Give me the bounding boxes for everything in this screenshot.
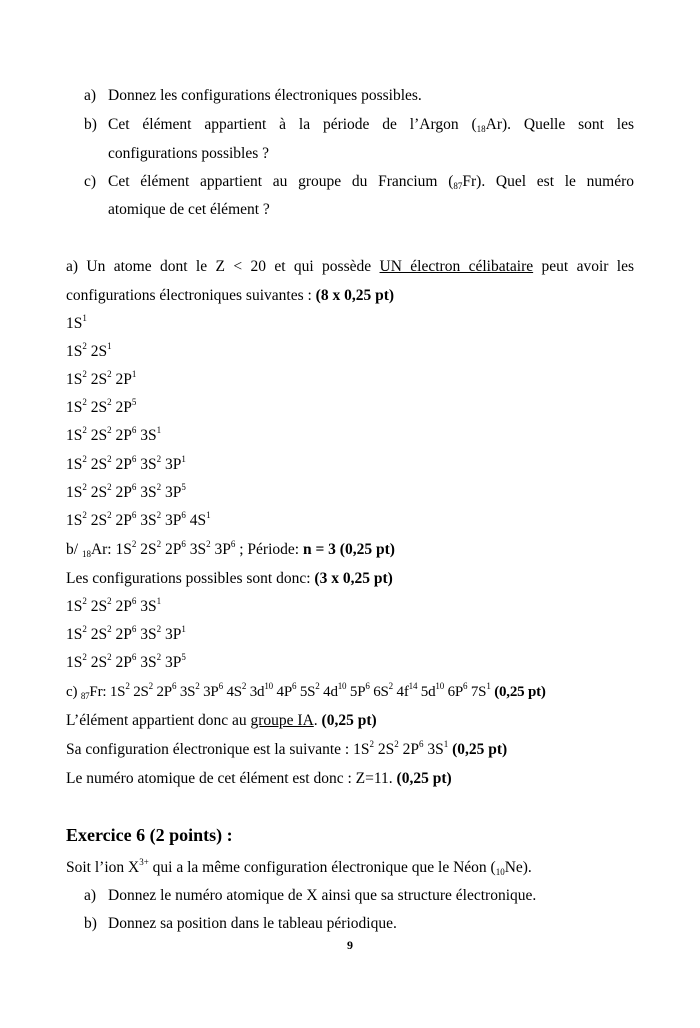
answer-a-intro: a) Un atome dont le Z < 20 et qui possède UN électron célibataire peut avoir les bbox=[66, 258, 635, 275]
answer-b-line: b/ $_{18}$Ar: $1S^2$ $2S^2$ $2P^6$ $3S^2$ $3P^6$ ; Période: n = 3 (0,25 pt) bbox=[66, 539, 395, 559]
exercice-6-title: Exercice 6 (2 points) : bbox=[66, 825, 233, 845]
question-a-label: a) bbox=[84, 87, 97, 104]
answer-b-possible: Les configurations possibles sont donc: (3 x 0,25 pt) bbox=[66, 570, 393, 587]
exercice-6-question-b-label: b) bbox=[84, 915, 97, 932]
answer-c-groupe: L’élément appartient donc au groupe IA. (0,25 pt) bbox=[66, 712, 377, 729]
config-line: $1S^1$ bbox=[66, 313, 87, 332]
question-b-text-line2: configurations possibles ? bbox=[108, 145, 270, 162]
config-line: $1S^2$ $2S^2$ $2P^6$ $3S^1$ bbox=[66, 596, 162, 615]
question-b-text-line1: Cet élément appartient à la période de l’Argon $(_{18}Ar)$. Quelle sont les bbox=[108, 116, 634, 134]
answer-c-francium-config: c) $_{87}$Fr: $1S^2$ $2S^2$ $2P^6$ $3S^2$ $3P^6$ $4S^2$ $3d^{10}$ $4P^6$ $5S^2$ $4d^{10}$ $5P^6$ $6S^2$ $4f^{14}$ $5d^{10}$ $6P^6$ $7S^1$ (0,25 pt) bbox=[66, 681, 546, 701]
question-c-text-line1: Cet élément appartient au groupe du Francium $(_{87}Fr)$. Quel est le numéro bbox=[108, 173, 634, 191]
answer-c-numero-atomique: Le numéro atomique de cet élément est donc : Z=11. (0,25 pt) bbox=[66, 770, 452, 787]
exercice-6-question-a-label: a) bbox=[84, 887, 97, 904]
answer-c-configuration: Sa configuration électronique est la suivante : $1S^2$ $2S^2$ $2P^6$ $3S^1$ (0,25 pt) bbox=[66, 739, 508, 758]
config-line: $1S^2$ $2S^2$ $2P^6$ $3S^2$ $3P^5$ bbox=[66, 482, 186, 501]
config-line: $1S^2$ $2S^2$ $2P^6$ $3S^2$ $3P^6$ $4S^1$ bbox=[66, 510, 211, 529]
exercice-6-question-a-text: Donnez le numéro atomique de X ainsi que sa structure électronique. bbox=[108, 887, 537, 904]
config-line: $1S^2$ $2S^2$ $2P^5$ bbox=[66, 397, 137, 416]
config-line: $1S^2$ $2S^2$ $2P^6$ $3S^2$ $3P^1$ bbox=[66, 454, 186, 473]
config-line: $1S^2$ $2S^2$ $2P^6$ $3S^2$ $3P^1$ bbox=[66, 624, 186, 643]
config-line: $1S^2$ $2S^1$ bbox=[66, 341, 112, 360]
question-c-text-line2: atomique de cet élément ? bbox=[108, 201, 270, 218]
config-line: $1S^2$ $2S^2$ $2P^6$ $3S^1$ bbox=[66, 425, 162, 444]
page-number: 9 bbox=[347, 938, 353, 952]
config-line: $1S^2$ $2S^2$ $2P^1$ bbox=[66, 369, 137, 388]
exercice-6-question-b-text: Donnez sa position dans le tableau périodique. bbox=[108, 915, 397, 932]
exercice-6-statement: Soit l’ion $X^{3+}$ qui a la même configuration électronique que le Néon $(_{10}Ne)$. bbox=[66, 857, 532, 877]
question-b-label: b) bbox=[84, 116, 97, 133]
question-c-label: c) bbox=[84, 173, 97, 190]
config-line: $1S^2$ $2S^2$ $2P^6$ $3S^2$ $3P^5$ bbox=[66, 652, 186, 671]
answer-a-intro-line2: configurations électroniques suivantes : (8 x 0,25 pt) bbox=[66, 287, 395, 304]
question-a-text: Donnez les configurations électroniques possibles. bbox=[108, 87, 422, 104]
